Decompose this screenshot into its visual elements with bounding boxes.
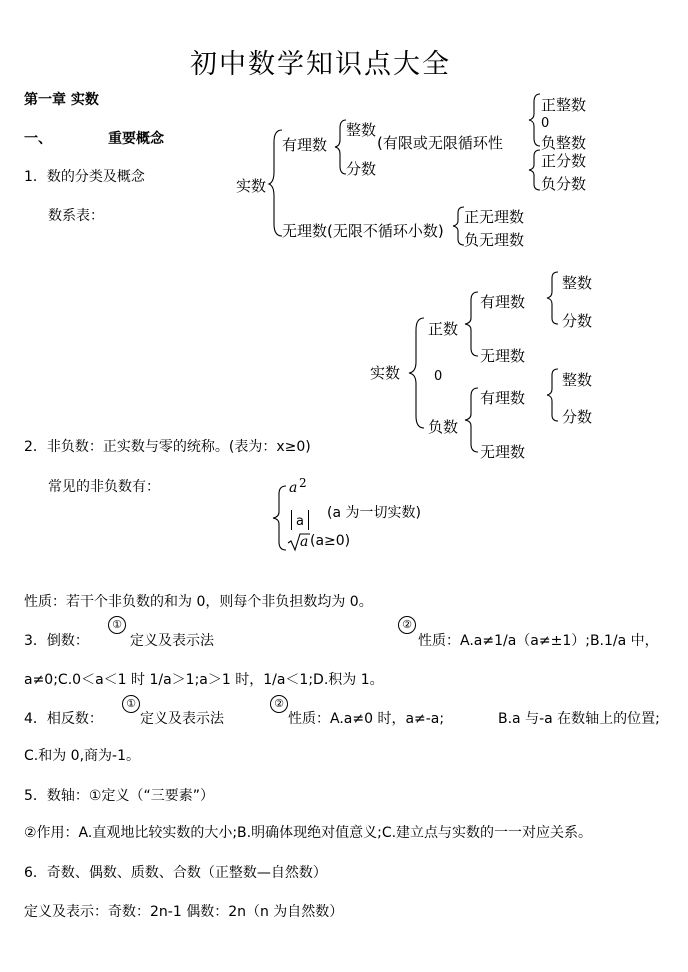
tree1-rational: 有理数 [282, 136, 328, 154]
tree1-positive-integer: 正整数 [541, 96, 587, 114]
circled-one-icon: ① [122, 695, 140, 713]
tree2-zero: 0 [434, 369, 443, 384]
tree1-negative-fraction: 负分数 [541, 175, 587, 193]
item-4-property-b: B.a 与-a 在数轴上的位置; [498, 711, 660, 727]
tree1-irrational: 无理数(无限不循环小数) [282, 222, 444, 240]
item-3-line-2: a≠0;C.0＜a＜1 时 1/a＞1;a＞1 时，1/a＜1;D.积为 1。 [24, 672, 384, 688]
item-2-heading: 2．非负数：正实数与零的统称。(表为：x≥0) [24, 439, 311, 455]
absolute-value-note: (a 为一切实数) [327, 505, 421, 521]
item-4-heading: 4．相反数： [24, 711, 103, 727]
tree2-integer-a: 整数 [562, 274, 593, 292]
tree2-brace-rational-b [546, 367, 560, 423]
tree1-positive-fraction: 正分数 [541, 152, 587, 170]
tree2-brace-positive [464, 290, 480, 358]
tree2-brace-negative [464, 386, 480, 454]
tree2-brace-root [408, 316, 426, 430]
tree1-zero: 0 [541, 116, 550, 131]
tree1-positive-irrational: 正无理数 [464, 208, 525, 226]
circled-two-icon: ② [398, 616, 416, 634]
tree1-root: 实数 [236, 177, 267, 195]
item-6-line-2: 定义及表示：奇数：2n-1 偶数：2n（n 为自然数） [24, 904, 344, 920]
item-3-definition: 定义及表示法 [130, 633, 214, 649]
tree2-irrational-a: 无理数 [480, 347, 526, 365]
tree2-rational-b: 有理数 [480, 389, 526, 407]
tree2-rational-a: 有理数 [480, 293, 526, 311]
item-4-property-a: 性质：A.a≠0 时，a≠-a; [288, 711, 445, 727]
tree2-negative: 负数 [428, 418, 459, 436]
common-nonnegatives-label: 常见的非负数有： [48, 479, 160, 495]
nonnegative-brace [272, 484, 288, 552]
circled-two-icon: ② [270, 695, 288, 713]
tree2-integer-b: 整数 [562, 371, 593, 389]
tree2-positive: 正数 [428, 320, 459, 338]
square-base: a [289, 480, 298, 496]
tree2-brace-rational-a [546, 270, 560, 326]
tree2-fraction-a: 分数 [562, 312, 593, 330]
tree1-integer: 整数 [346, 121, 377, 139]
page-title: 初中数学知识点大全 [190, 49, 451, 80]
tree1-note: (有限或无限循环性 [377, 134, 503, 152]
item-4-definition: 定义及表示法 [140, 711, 224, 727]
tree2-irrational-b: 无理数 [480, 443, 526, 461]
sqrt-radicand: a [300, 534, 309, 550]
tree2-fraction-b: 分数 [562, 408, 593, 426]
item-6-heading: 6．奇数、偶数、质数、合数（正整数—自然数） [24, 865, 327, 881]
chapter-heading: 第一章 实数 [24, 92, 99, 108]
sqrt-note: (a≥0) [310, 533, 351, 549]
absolute-value: a [291, 510, 309, 530]
tree1-brace-fraction [528, 148, 542, 192]
tree1-brace-integer [528, 92, 542, 148]
number-system-table-label: 数系表： [48, 208, 104, 224]
square-exponent: 2 [299, 476, 307, 490]
tree1-fraction: 分数 [346, 160, 377, 178]
item-4-line-2: C.和为 0,商为-1。 [24, 748, 140, 764]
circled-one-icon: ① [108, 616, 126, 634]
section-title: 重要概念 [108, 131, 164, 147]
tree1-negative-irrational: 负无理数 [464, 231, 525, 249]
tree2-root: 实数 [370, 364, 401, 382]
item-5-line-2: ②作用：A.直观地比较实数的大小;B.明确体现绝对值意义;C.建立点与实数的一一对应关系。 [24, 825, 593, 841]
item-3-property: 性质：A.a≠1/a（a≠±1）;B.1/a 中， [418, 633, 659, 649]
item-1-heading: 1．数的分类及概念 [24, 169, 145, 185]
section-number: 一、 [24, 131, 52, 147]
nonnegative-property: 性质：若干个非负数的和为 0，则每个非负担数均为 0。 [24, 594, 373, 610]
tree1-negative-integer: 负整数 [541, 134, 587, 152]
item-5-heading: 5．数轴：①定义（“三要素”） [24, 788, 214, 804]
item-3-heading: 3．倒数： [24, 633, 89, 649]
